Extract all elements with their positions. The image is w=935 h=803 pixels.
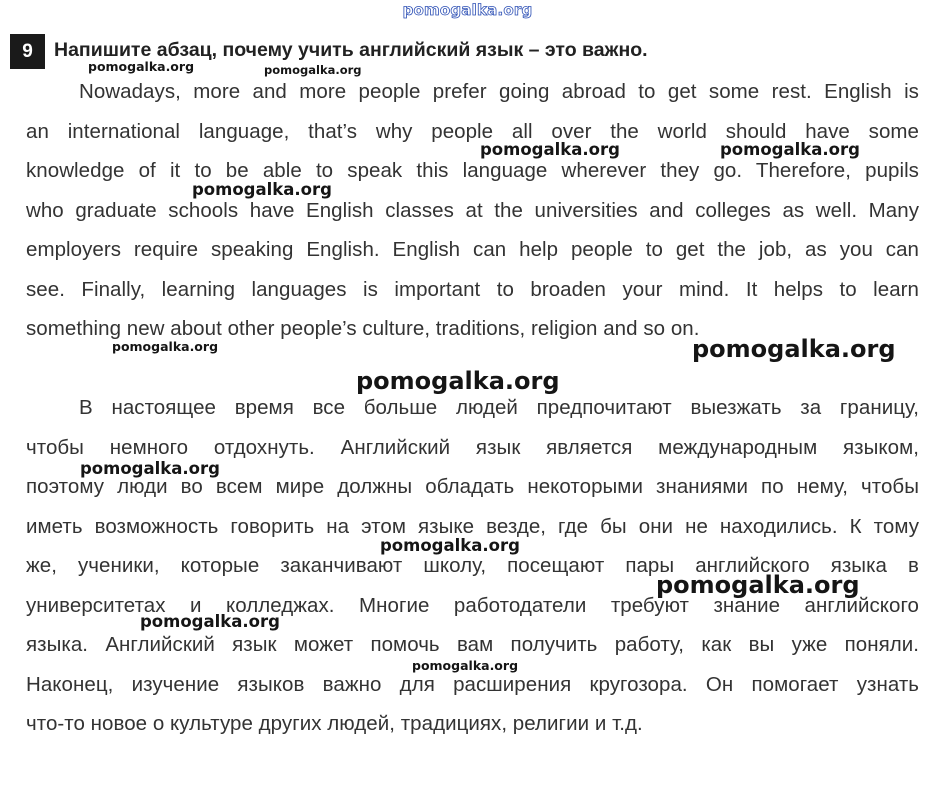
paragraph-line: поэтому люди во всем мире должны обладать некоторыми знаниями по нему, чтобы bbox=[26, 475, 919, 498]
task-number-badge: 9 bbox=[10, 34, 45, 69]
paragraph-line: языка. Английский язык может помочь вам получить работу, как вы уже поняли. bbox=[26, 633, 919, 656]
watermark: pomogalka.org bbox=[192, 180, 332, 199]
watermark: pomogalka.org bbox=[656, 571, 860, 599]
site-header-watermark: pomogalka.org bbox=[402, 1, 533, 19]
paragraph-line: иметь возможность говорить на этом языке везде, где бы они не находились. К тому bbox=[26, 514, 919, 538]
watermark: pomogalka.org bbox=[480, 140, 620, 159]
watermark: pomogalka.org bbox=[412, 658, 519, 673]
paragraph-line: employers require speaking English. English can help people to get the job, as you can bbox=[26, 238, 919, 261]
task-title: Напишите абзац, почему учить английский язык – это важно. bbox=[54, 39, 648, 61]
paragraph-line: who graduate schools have English classes at the universities and colleges as well. Many bbox=[26, 198, 919, 222]
paragraph-line: knowledge of it to be able to speak this language wherever they go. Therefore, pupils bbox=[26, 159, 919, 182]
paragraph-line: Наконец, изучение языков важно для расширения кругозора. Он помогает узнать bbox=[26, 672, 919, 696]
paragraph-line: университетах и колледжах. Многие работодатели требуют знание английского bbox=[26, 593, 919, 617]
watermark: pomogalka.org bbox=[140, 612, 280, 631]
paragraph-line: что-то новое о культуре других людей, традициях, религии и т.д. bbox=[26, 712, 643, 735]
watermark: pomogalka.org bbox=[112, 339, 219, 354]
watermark: pomogalka.org bbox=[80, 459, 220, 478]
paragraph-line: чтобы немного отдохнуть. Английский язык является международным языком, bbox=[26, 435, 919, 459]
watermark: pomogalka.org bbox=[356, 367, 560, 395]
paragraph-line: Nowadays, more and more people prefer going abroad to get some rest. English is bbox=[79, 80, 919, 103]
watermark: pomogalka.org bbox=[88, 59, 195, 74]
watermark: pomogalka.org bbox=[692, 335, 896, 363]
paragraph-line: see. Finally, learning languages is important to broaden your mind. It helps to learn bbox=[26, 277, 919, 301]
watermark: pomogalka.org bbox=[380, 536, 520, 555]
paragraph-line: В настоящее время все больше людей предпочитают выезжать за границу, bbox=[79, 396, 919, 419]
paragraph-line: же, ученики, которые заканчивают школу, посещают пары английского языка в bbox=[26, 554, 919, 577]
english-paragraph bbox=[26, 72, 919, 349]
russian-paragraph bbox=[26, 388, 919, 744]
paragraph-line: an international language, that’s why people all over the world should have some bbox=[26, 119, 919, 143]
watermark: pomogalka.org bbox=[720, 140, 860, 159]
watermark: pomogalka.org bbox=[264, 63, 362, 77]
paragraph-line: something new about other people’s culture, traditions, religion and so on. bbox=[26, 317, 700, 340]
